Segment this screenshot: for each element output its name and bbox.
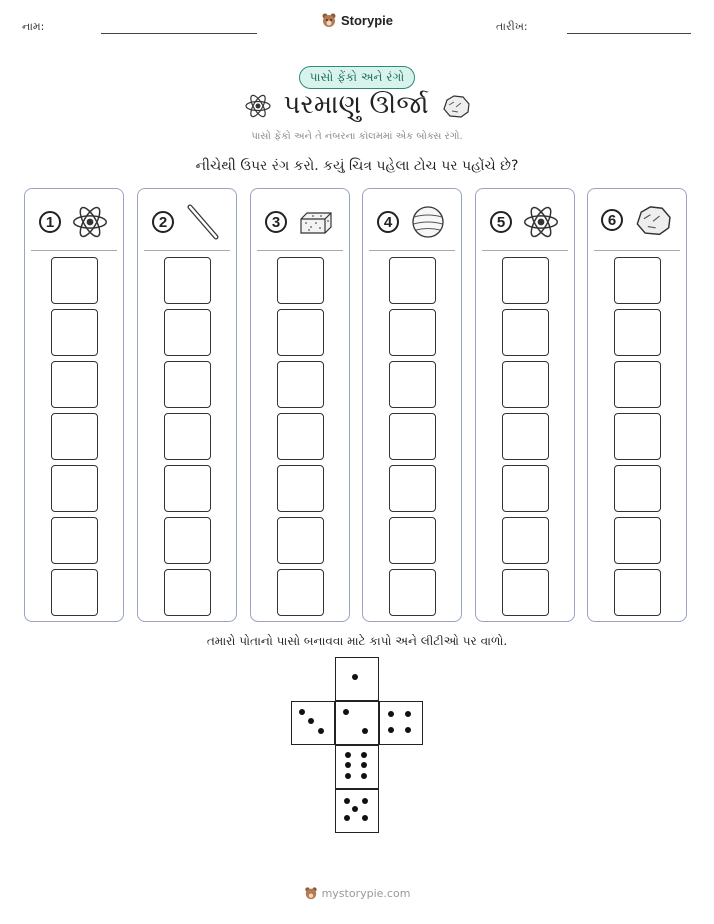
- color-box[interactable]: [614, 517, 661, 564]
- color-box[interactable]: [502, 257, 549, 304]
- color-box[interactable]: [51, 569, 98, 616]
- color-box[interactable]: [389, 257, 436, 304]
- pip: [405, 727, 411, 733]
- pip: [405, 711, 411, 717]
- color-box[interactable]: [51, 257, 98, 304]
- rock-icon: [441, 93, 471, 119]
- column-divider: [31, 250, 117, 251]
- page-title: પરમાણુ ઊર્જા: [283, 90, 429, 120]
- pip: [352, 806, 358, 812]
- brand-logo: [0, 12, 714, 32]
- color-box[interactable]: [389, 361, 436, 408]
- planet-icon: [409, 203, 447, 241]
- color-box[interactable]: [51, 361, 98, 408]
- fuel-pellet-icon: [297, 203, 335, 241]
- column-divider: [594, 250, 680, 251]
- subtitle: પાસો ફેંકો અને તે નંબરના કૉલમમાં એક બોક્સ રંગો.: [251, 131, 463, 142]
- color-box[interactable]: [277, 465, 324, 512]
- color-box[interactable]: [164, 309, 211, 356]
- color-box[interactable]: [277, 309, 324, 356]
- color-box[interactable]: [164, 569, 211, 616]
- pip: [361, 773, 367, 779]
- brand-name: Storypie: [340, 12, 393, 28]
- pip: [352, 674, 358, 680]
- bear-icon: [304, 886, 318, 900]
- column-6: [587, 188, 687, 622]
- color-box[interactable]: [389, 309, 436, 356]
- color-box[interactable]: [277, 257, 324, 304]
- color-box[interactable]: [277, 413, 324, 460]
- color-box[interactable]: [277, 361, 324, 408]
- cut-instruction: તમારો પોતાનો પાસો બનાવવા માટે કાપો અને લીટીઓ પર વાળો.: [206, 634, 508, 648]
- pip: [308, 718, 314, 724]
- color-box[interactable]: [614, 361, 661, 408]
- column-2: [137, 188, 237, 622]
- column-4: [362, 188, 462, 622]
- color-box[interactable]: [277, 569, 324, 616]
- bear-icon: [321, 12, 337, 28]
- color-box[interactable]: [614, 257, 661, 304]
- atom-icon: [522, 203, 560, 241]
- die-face-5: [335, 789, 379, 833]
- footer: [0, 886, 714, 903]
- pip: [388, 727, 394, 733]
- column-3: [250, 188, 350, 622]
- color-box[interactable]: [277, 517, 324, 564]
- die-face-6: [335, 745, 379, 789]
- die-face-1: [335, 657, 379, 701]
- column-divider: [257, 250, 343, 251]
- color-box[interactable]: [614, 465, 661, 512]
- color-box[interactable]: [502, 413, 549, 460]
- column-5: [475, 188, 575, 622]
- color-box[interactable]: [389, 517, 436, 564]
- color-box[interactable]: [502, 309, 549, 356]
- color-box[interactable]: [51, 309, 98, 356]
- rock-icon: [633, 203, 673, 237]
- pip: [345, 762, 351, 768]
- name-label: નામ:: [22, 20, 45, 33]
- pip: [318, 728, 324, 734]
- column-number: 4: [377, 211, 399, 233]
- color-box[interactable]: [164, 361, 211, 408]
- pip: [343, 709, 349, 715]
- pip: [344, 815, 350, 821]
- pip: [344, 798, 350, 804]
- pip: [388, 711, 394, 717]
- color-box[interactable]: [389, 569, 436, 616]
- footer-url[interactable]: mystorypie.com: [321, 886, 411, 900]
- column-number: 3: [265, 211, 287, 233]
- color-box[interactable]: [51, 413, 98, 460]
- column-number: 1: [39, 211, 61, 233]
- pip: [362, 728, 368, 734]
- color-box[interactable]: [614, 413, 661, 460]
- die-face-2: [335, 701, 379, 745]
- color-box[interactable]: [389, 413, 436, 460]
- color-box[interactable]: [502, 569, 549, 616]
- color-box[interactable]: [389, 465, 436, 512]
- rod-icon: [184, 203, 222, 241]
- die-face-3: [291, 701, 335, 745]
- color-box[interactable]: [164, 413, 211, 460]
- name-line[interactable]: [101, 33, 257, 34]
- color-box[interactable]: [502, 465, 549, 512]
- column-divider: [144, 250, 230, 251]
- column-number: 2: [152, 211, 174, 233]
- color-box[interactable]: [51, 517, 98, 564]
- color-box[interactable]: [164, 517, 211, 564]
- color-box[interactable]: [614, 569, 661, 616]
- color-box[interactable]: [614, 309, 661, 356]
- column-1: [24, 188, 124, 622]
- column-divider: [482, 250, 568, 251]
- color-box[interactable]: [51, 465, 98, 512]
- column-divider: [369, 250, 455, 251]
- color-box[interactable]: [164, 465, 211, 512]
- date-line[interactable]: [567, 33, 691, 34]
- pip: [299, 709, 305, 715]
- date-label: તારીખ:: [496, 20, 528, 33]
- pip: [362, 815, 368, 821]
- color-box[interactable]: [164, 257, 211, 304]
- pip: [362, 798, 368, 804]
- pip: [345, 752, 351, 758]
- column-number: 5: [490, 211, 512, 233]
- die-face-4: [379, 701, 423, 745]
- color-box[interactable]: [502, 361, 549, 408]
- pip: [361, 752, 367, 758]
- pip: [361, 762, 367, 768]
- atom-icon: [71, 203, 109, 241]
- pip: [345, 773, 351, 779]
- activity-badge: પાસો ફેંકો અને રંગો: [299, 66, 416, 89]
- instruction-text: નીચેથી ઉપર રંગ કરો. કયું ચિત્ર પહેલા ટોચ પર પહોંચે છે?: [195, 158, 519, 174]
- atom-icon: [244, 92, 272, 120]
- column-number: 6: [601, 209, 623, 231]
- color-box[interactable]: [502, 517, 549, 564]
